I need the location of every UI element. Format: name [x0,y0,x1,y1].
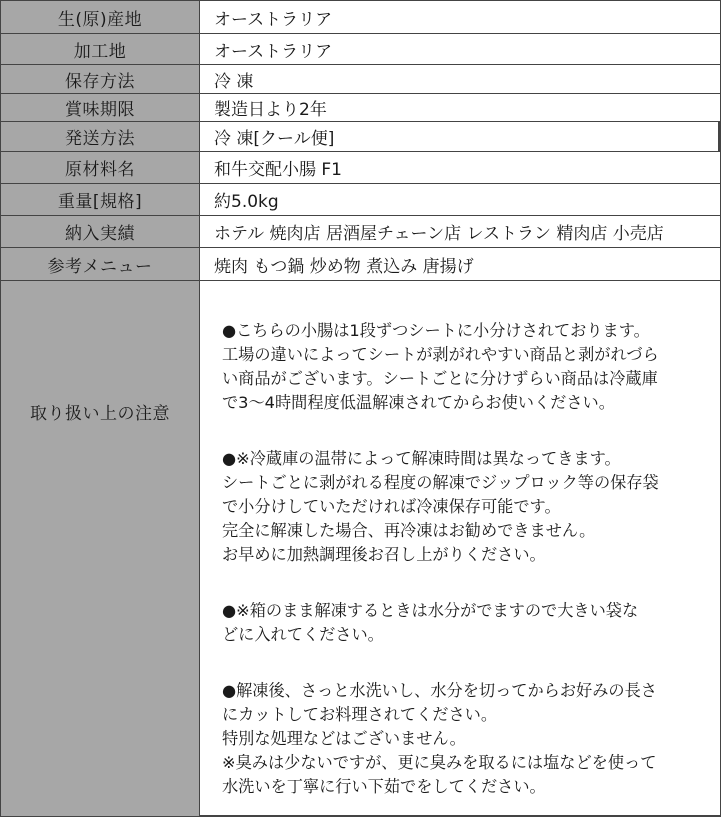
note-paragraph [222,679,710,799]
spec-value: 和牛交配小腸 F1 [200,152,720,183]
spec-label: 参考メニュー [1,248,200,280]
note-line: 特別な処理などはございません。 [222,729,466,748]
spec-label: 賞味期限 [1,94,200,121]
note-line: ※臭みは少ないですが、更に臭みを取るには塩などを使って [222,753,657,772]
spec-row-expiry [1,94,720,122]
spec-row-menu [1,248,720,281]
note-line: 完全に解凍した場合、再冷凍はお勧めできません。 [222,521,596,540]
spec-value: 冷 凍[クール便] [200,122,720,151]
spec-value: 製造日より2年 [200,94,720,121]
note-line: 工場の違いによってシートが剥がれやすい商品と剥がれづら [222,345,659,364]
spec-value: 焼肉 もつ鍋 炒め物 煮込み 唐揚げ [200,248,720,280]
spec-value: 冷 凍 [200,65,720,93]
spec-value: オーストラリア [200,34,720,64]
note-paragraph [222,319,710,415]
note-line: ●解凍後、さっと水洗いし、水分を切ってからお好みの長さ [222,681,657,700]
note-line: ●※冷蔵庫の温帯によって解凍時間は異なってきます。 [222,449,621,468]
note-paragraph [222,599,710,647]
spec-label: 発送方法 [1,122,200,151]
spec-value: ホテル 焼肉店 居酒屋チェーン店 レストラン 精肉店 小売店 [200,216,720,247]
handling-notes-label: 取り扱い上の注意 [1,281,200,816]
note-line: い商品がございます。シートごとに分けずらい商品は冷蔵庫 [222,369,658,388]
note-line: どに入れてください。 [222,625,384,644]
spec-row-clients [1,216,720,248]
spec-label: 加工地 [1,34,200,64]
note-line: 水洗いを丁寧に行い下茹でをしてください。 [222,777,546,796]
spec-label: 重量[規格] [1,184,200,215]
note-line: にカットしてお料理されてください。 [222,705,498,724]
spec-label: 原材料名 [1,152,200,183]
note-line: シートごとに剥がれる程度の解凍でジップロック等の保存袋 [222,473,659,492]
spec-row-ingredients [1,152,720,184]
spec-row-shipping [1,122,720,152]
spec-label: 生(原)産地 [1,1,200,33]
spec-row-storage [1,65,720,94]
spec-value: オーストラリア [200,1,720,33]
spec-label: 保存方法 [1,65,200,93]
note-line: お早めに加熱調理後お召し上がりください。 [222,545,546,564]
spec-label: 納入実績 [1,216,200,247]
spec-row-origin [1,1,720,34]
handling-notes-row [1,281,720,816]
spec-row-processing [1,34,720,65]
spec-value: 約5.0kg [200,184,720,215]
spec-row-weight [1,184,720,216]
note-line: ●※箱のまま解凍するときは水分がでますので大きい袋な [222,601,639,620]
handling-notes-body [200,281,720,816]
note-line: で小分けしていただければ冷凍保存可能です。 [222,497,561,516]
note-line: で3～4時間程度低温解凍されてからお使いください。 [222,393,615,412]
note-line: ●こちらの小腸は1段ずつシートに小分けされております。 [222,321,650,340]
note-paragraph [222,447,710,567]
